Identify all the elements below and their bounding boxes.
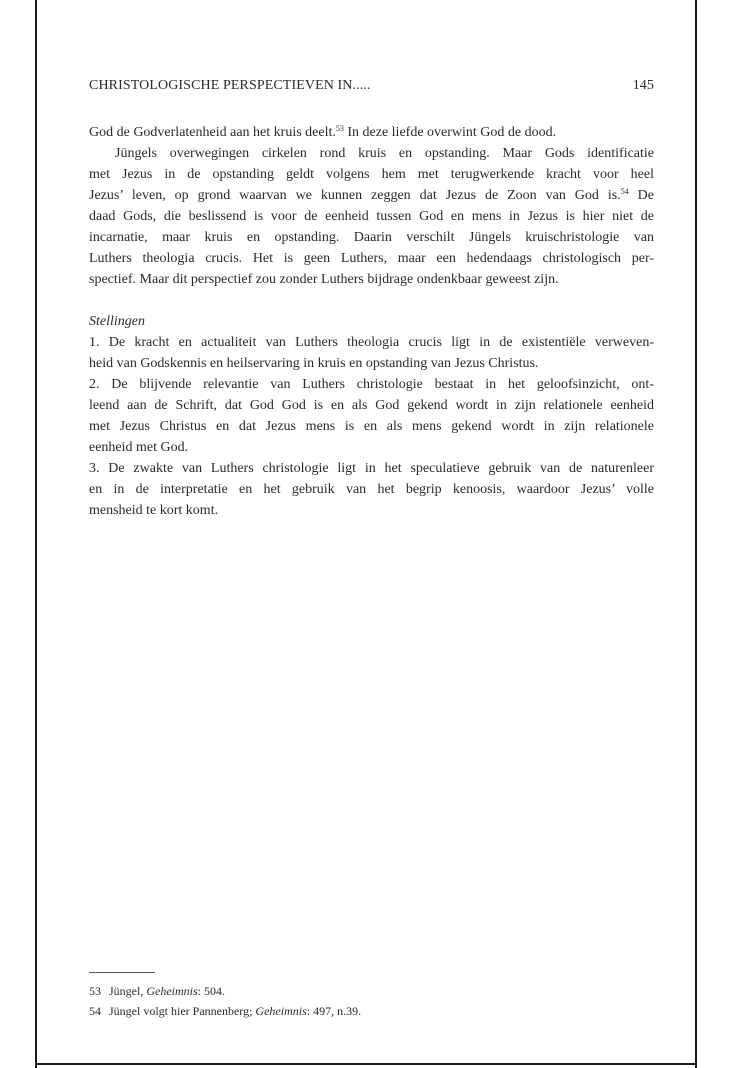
section-heading-stellingen: Stellingen bbox=[89, 314, 145, 329]
thesis-3-line: mensheid te kort komt. bbox=[89, 503, 219, 518]
footnote-ref-54: 54 bbox=[620, 187, 629, 196]
footnote-number: 53 bbox=[89, 984, 101, 998]
page-number: 145 bbox=[632, 78, 654, 93]
text-span: Jezus’ leven, op grond waarvan we kunnen zeggen dat Jezus de Zoon van God is. bbox=[89, 188, 621, 203]
paragraph-2-line: daad Gods, die beslissend is voor de eenheid tussen God en mens in Jezus is hier niet de bbox=[89, 209, 654, 224]
footnote-title: Geheimnis bbox=[255, 1004, 307, 1018]
body-text bbox=[89, 122, 654, 521]
scan-right-edge bbox=[695, 0, 697, 1068]
text-span: De bbox=[628, 188, 654, 203]
footnote-text: Jüngel, bbox=[109, 984, 147, 998]
thesis-3-line: en in de interpretatie en het gebruik van het begrip kenoosis, waardoor Jezus’ volle bbox=[89, 482, 654, 497]
paragraph-2-line: met Jezus in de opstanding geldt volgens hem met terugwerkende kracht voor heel bbox=[89, 167, 654, 182]
scan-left-edge bbox=[35, 0, 37, 1068]
thesis-2-line: eenheid met God. bbox=[89, 440, 189, 455]
paragraph-2-line bbox=[89, 185, 654, 206]
footnote-text: : 497, n.39. bbox=[306, 1004, 362, 1018]
paragraph-2-line: Luthers theologia crucis. Het is geen Luthers, maar een hedendaags christologisch per- bbox=[89, 251, 654, 266]
running-title: CHRISTOLOGISCHE PERSPECTIEVEN IN..... bbox=[89, 78, 371, 93]
footnote-separator bbox=[89, 972, 155, 973]
thesis-3-line: 3. De zwakte van Luthers christologie ligt in het speculatieve gebruik van de naturenleer bbox=[89, 461, 654, 476]
paragraph-2-line: incarnatie, maar kruis en opstanding. Daarin verschilt Jüngels kruischristologie van bbox=[89, 230, 654, 245]
thesis-2-line: 2. De blijvende relevantie van Luthers christologie bestaat in het geloofsinzicht, ont- bbox=[89, 377, 654, 392]
footnote-number: 54 bbox=[89, 1004, 101, 1018]
paragraph-1-line bbox=[89, 122, 654, 143]
running-header bbox=[89, 78, 654, 98]
footnote-53 bbox=[89, 981, 654, 1001]
footnote-text: : 504. bbox=[197, 984, 226, 998]
footnote-ref-53: 53 bbox=[335, 124, 344, 133]
footnote-text: Jüngel volgt hier Pannenberg; bbox=[109, 1004, 256, 1018]
text-span: In deze liefde overwint God de dood. bbox=[343, 125, 557, 140]
thesis-2-line: leend aan de Schrift, dat God God is en als God gekend wordt in zijn relationele eenheid bbox=[89, 398, 654, 413]
section-gap bbox=[89, 290, 654, 311]
thesis-1-line: 1. De kracht en actualiteit van Luthers theologia crucis ligt in de existentiële verweven- bbox=[89, 335, 654, 350]
paragraph-2-line: spectief. Maar dit perspectief zou zonder Luthers bijdrage ondenkbaar geweest zijn. bbox=[89, 272, 559, 287]
scan-bottom-edge bbox=[35, 1063, 697, 1065]
text-span: God de Godverlatenheid aan het kruis deelt. bbox=[89, 125, 336, 140]
thesis-2-line: met Jezus Christus en dat Jezus mens is en als mens gekend wordt in zijn relationele bbox=[89, 419, 654, 434]
paragraph-2-line: Jüngels overwegingen cirkelen rond kruis en opstanding. Maar Gods identificatie bbox=[115, 146, 654, 161]
thesis-1-line: heid van Godskennis en heilservaring in kruis en opstanding van Jezus Christus. bbox=[89, 356, 539, 371]
footnotes bbox=[89, 981, 654, 1021]
footnote-title: Geheimnis bbox=[146, 984, 198, 998]
footnote-54 bbox=[89, 1001, 654, 1021]
